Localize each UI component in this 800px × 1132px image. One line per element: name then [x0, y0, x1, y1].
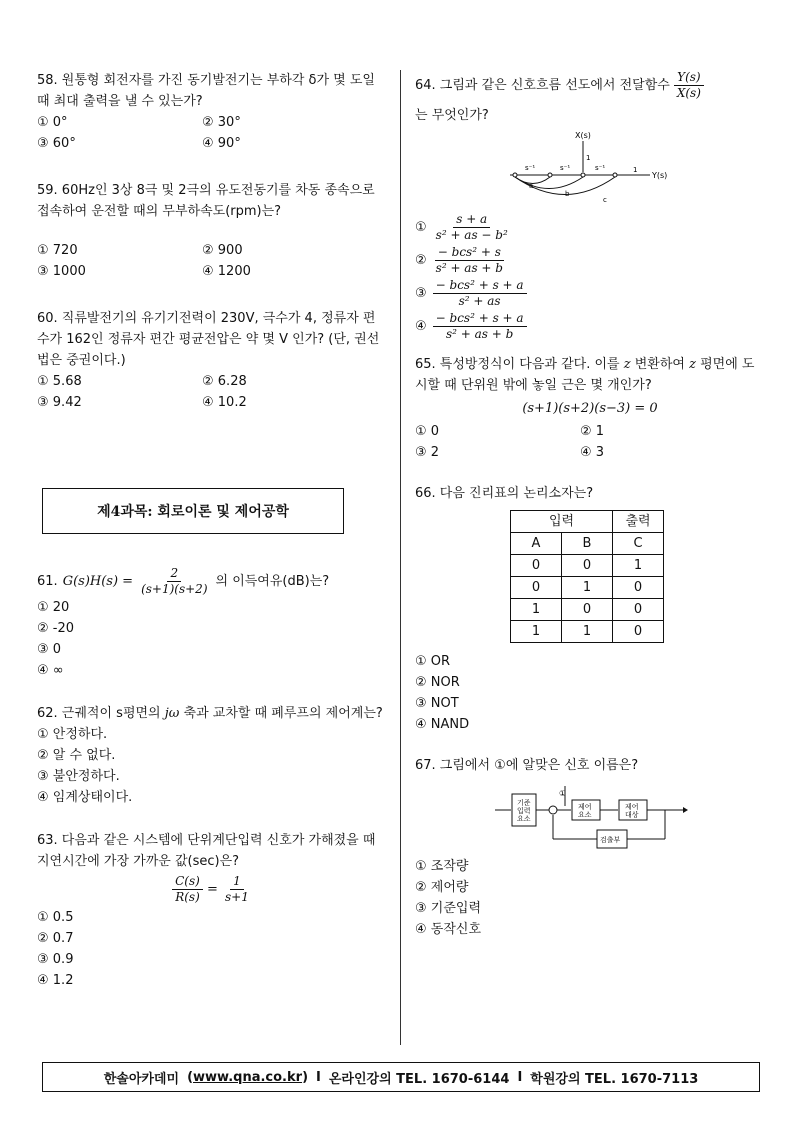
option[interactable]: ② 알 수 없다.: [37, 748, 116, 763]
fraction-denominator: s² + as + b: [435, 261, 503, 275]
fraction-numerator: − bcs² + s + a: [433, 311, 527, 327]
option[interactable]: ③ 기준입력: [415, 901, 482, 916]
option[interactable]: ② -20: [37, 621, 75, 636]
option[interactable]: ④ 임계상태이다.: [37, 790, 133, 805]
question-62: [37, 703, 387, 808]
stem-part: 는 무엇인가?: [415, 108, 489, 123]
question-61-suffix: 의 이득여유(dB)는?: [215, 574, 330, 589]
branch-gain: s⁻¹: [560, 164, 571, 172]
node: [513, 173, 517, 177]
footer-brand: 한솔아카데미: [103, 1071, 180, 1087]
question-60: [37, 308, 387, 413]
fraction-denominator: s² + as + b: [445, 327, 514, 341]
block-label: 입력: [517, 807, 531, 815]
table-cell: 0: [613, 621, 664, 643]
branch-gain: s⁻¹: [595, 164, 606, 172]
question-60-stem: 60. 직류발전기의 유기기전력이 230V, 극수가 4, 정류자 편수가 162인 정류자 편간 평균전압은 약 몇 V 인가? (단, 권선법은 중권이다.): [37, 311, 380, 368]
option[interactable]: ① 안정하다.: [37, 727, 108, 742]
footer-bar: 한솔아카데미 (www.qna.co.kr) I 온라인강의 TEL. 1670-6144 I 학원강의 TEL. 1670-7113: [42, 1062, 760, 1092]
loop-gain: a: [529, 182, 534, 190]
table-cell: 0: [613, 577, 664, 599]
fraction-numerator: − bcs² + s + a: [433, 278, 527, 294]
feedback-loop-b: [515, 177, 583, 189]
option[interactable]: ① 0.5: [37, 910, 74, 925]
branch-gain: s⁻¹: [525, 164, 536, 172]
option[interactable]: ④ 3: [580, 445, 605, 460]
question-67: [415, 755, 765, 940]
option[interactable]: ③ 불안정하다.: [37, 769, 120, 784]
question-61-stem: [37, 566, 387, 597]
z-symbol: z: [689, 357, 696, 372]
option[interactable]: ① 0°: [37, 115, 68, 130]
loop-gain: b: [565, 190, 570, 198]
node: [548, 173, 552, 177]
fraction: [674, 70, 704, 101]
option[interactable]: ① 720: [37, 243, 78, 258]
question-66: [415, 483, 765, 735]
option[interactable]: [415, 311, 765, 342]
option[interactable]: ③ 9.42: [37, 395, 82, 410]
stem-part: 변환하여: [634, 357, 685, 372]
fraction-numerator: s + a: [453, 212, 490, 228]
question-59-stem: 59. 60Hz인 3상 8극 및 2극의 유도전동기를 차동 종속으로 접속하여 운전할 때의 무부하속도(rpm)는?: [37, 183, 375, 219]
header-input: 입력: [511, 511, 613, 533]
fraction-denominator: s+1: [225, 890, 249, 904]
section-title-box: [42, 488, 344, 534]
question-65-stem: [415, 354, 765, 396]
fraction-denominator: (s+1)(s+2): [141, 582, 208, 596]
table-row: [511, 577, 664, 599]
fraction-numerator: Y(s): [674, 70, 703, 86]
question-58: [37, 70, 387, 154]
table-cell: 0: [511, 577, 562, 599]
fraction: [138, 566, 210, 597]
stem-part: 평면에 도시할 때 단위원 밖에 놓일 근은 몇 개인가?: [415, 357, 755, 393]
question-66-options: [415, 651, 765, 735]
option[interactable]: ④ 1200: [202, 264, 251, 279]
option[interactable]: ① 5.68: [37, 374, 82, 389]
z-symbol: z: [623, 357, 631, 372]
question-62-options: [37, 724, 387, 808]
table-cell: 0: [562, 599, 613, 621]
fraction-denominator: X(s): [676, 86, 701, 100]
question-62-stem: [37, 703, 387, 724]
question-59-options: [37, 240, 387, 282]
table-cell: 1: [562, 577, 613, 599]
question-59: [37, 180, 387, 282]
fraction-numerator: C(s): [172, 874, 203, 890]
footer-academy-tel: 학원강의 TEL. 1670-7113: [530, 1071, 699, 1087]
table-cell: 0: [511, 555, 562, 577]
question-61: [37, 566, 387, 681]
fraction-denominator: s² + as − b²: [435, 228, 508, 242]
block-label: 대상: [625, 811, 639, 819]
question-66-stem: 66. 다음 진리표의 논리소자는?: [415, 486, 594, 501]
footer-online-tel: 온라인강의 TEL. 1670-6144: [328, 1071, 510, 1087]
option[interactable]: ④ NAND: [415, 717, 470, 732]
column-divider: [400, 70, 401, 1045]
question-63: [37, 830, 387, 991]
table-row: [511, 621, 664, 643]
fraction-denominator: s² + as: [458, 294, 501, 308]
question-67-options: [415, 856, 765, 940]
column-header: B: [562, 533, 613, 555]
question-number: 61.: [37, 574, 58, 589]
block-label: 요소: [578, 811, 592, 819]
block-label: 제어: [625, 803, 639, 811]
node: [581, 173, 585, 177]
option[interactable]: ① 0: [415, 424, 440, 439]
option[interactable]: ④ 90°: [202, 136, 241, 151]
option[interactable]: [415, 245, 765, 276]
question-67-stem: 67. 그림에서 ①에 알맞은 신호 이름은?: [415, 758, 639, 773]
signal-marker: ①: [559, 789, 567, 798]
question-64-options: [415, 212, 765, 342]
section-title: 제4과목: 회로이론 및 제어공학: [97, 504, 289, 520]
option-mark: ③: [415, 286, 427, 301]
question-58-options: [37, 112, 387, 154]
table-cell: 0: [562, 555, 613, 577]
question-64: [415, 70, 765, 342]
fraction: [172, 874, 203, 905]
j-omega: jω: [164, 706, 180, 721]
option[interactable]: ② 1: [580, 424, 605, 439]
loop-gain: c: [603, 196, 607, 204]
output-label: Y(s): [652, 171, 668, 180]
option[interactable]: ④ 동작신호: [415, 922, 482, 937]
table-subheader-row: [511, 533, 664, 555]
option-mark: ④: [415, 319, 427, 334]
arrow-head: [683, 807, 688, 813]
option[interactable]: [415, 212, 765, 243]
question-63-stem: 63. 다음과 같은 시스템에 단위계단입력 신호가 가해졌을 때 지연시간에 가장 가까운 값(sec)은?: [37, 833, 376, 869]
table-cell: 0: [613, 599, 664, 621]
question-63-options: [37, 907, 387, 991]
equation-lhs: G(s)H(s) =: [62, 574, 134, 589]
fraction-numerator: 2: [167, 566, 181, 582]
table-cell: 1: [511, 599, 562, 621]
block-label: 기준: [517, 799, 531, 807]
option-mark: ②: [415, 253, 427, 268]
column-header: C: [613, 533, 664, 555]
stem-part: 65. 특성방정식이 다음과 같다. 이를: [415, 357, 620, 372]
option[interactable]: ② NOR: [415, 675, 460, 690]
stem-part: 64. 그림과 같은 신호흐름 선도에서 전달함수: [415, 78, 670, 93]
option[interactable]: ② 6.28: [202, 374, 247, 389]
option[interactable]: ① OR: [415, 654, 451, 669]
node: [613, 173, 617, 177]
option[interactable]: [415, 278, 765, 309]
option[interactable]: ① 조작량: [415, 859, 469, 874]
question-63-equation: $\frac{C(s)}{R(s)}$ = $\frac{1}{s+1}$: [37, 874, 387, 905]
table-header-row: [511, 511, 664, 533]
fraction-numerator: 1: [230, 874, 244, 890]
option[interactable]: ④ 10.2: [202, 395, 247, 410]
question-58-stem: 58. 원통형 회전자를 가진 동기발전기는 부하각 δ가 몇 도일 때 최대 출력을 낼 수 있는가?: [37, 73, 375, 109]
stem-part: 62. 근궤적이 s평면의: [37, 706, 161, 721]
option[interactable]: ④ 1.2: [37, 973, 74, 988]
block-diagram: [415, 780, 765, 850]
table-cell: 1: [613, 555, 664, 577]
footer-separator: I: [316, 1069, 321, 1085]
block-label: 제어: [578, 803, 592, 811]
question-65: [415, 354, 765, 463]
footer-link[interactable]: www.qna.co.kr: [193, 1069, 303, 1085]
question-60-options: [37, 371, 387, 413]
option[interactable]: ③ 0: [37, 642, 62, 657]
option[interactable]: ③ 1000: [37, 264, 86, 279]
option[interactable]: ③ 0.9: [37, 952, 74, 967]
option[interactable]: ③ 2: [415, 445, 440, 460]
block-label: 검출부: [600, 836, 621, 844]
table-cell: 1: [511, 621, 562, 643]
question-65-options: [415, 421, 765, 463]
fraction-denominator: R(s): [175, 890, 200, 904]
truth-table: [510, 510, 664, 643]
option[interactable]: ③ NOT: [415, 696, 459, 711]
summing-junction: [549, 806, 557, 814]
option[interactable]: ③ 60°: [37, 136, 76, 151]
option[interactable]: ② 30°: [202, 115, 241, 130]
block-label: 요소: [517, 815, 531, 823]
header-output: 출력: [613, 511, 664, 533]
option[interactable]: ④ ∞: [37, 663, 64, 678]
footer-separator: I: [517, 1069, 523, 1085]
table-cell: 1: [562, 621, 613, 643]
column-header: A: [511, 533, 562, 555]
fraction-numerator: − bcs² + s: [435, 245, 504, 261]
characteristic-equation: (s+1)(s+2)(s−3) = 0: [522, 401, 658, 416]
branch-gain: 1: [633, 166, 638, 174]
branch-gain: 1: [586, 154, 591, 162]
right-column: [415, 70, 765, 940]
option[interactable]: ② 900: [202, 243, 243, 258]
signal-flow-graph: [415, 128, 765, 210]
question-61-options: [37, 597, 387, 681]
table-row: [511, 555, 664, 577]
fraction: [222, 874, 252, 905]
option[interactable]: ① 20: [37, 600, 70, 615]
stem-part: 축과 교차할 때 폐루프의 제어계는?: [183, 706, 383, 721]
option[interactable]: ② 제어량: [415, 880, 469, 895]
option[interactable]: ② 0.7: [37, 931, 74, 946]
question-64-stem: [415, 70, 765, 126]
input-label: X(s): [575, 131, 591, 140]
table-row: [511, 599, 664, 621]
option-mark: ①: [415, 220, 427, 235]
